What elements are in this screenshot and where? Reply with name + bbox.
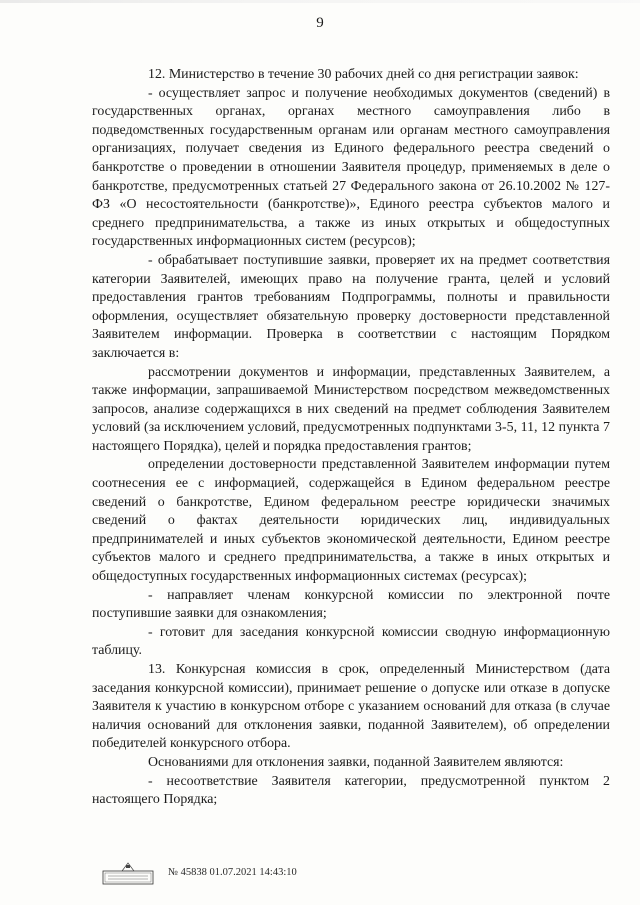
footer bbox=[102, 861, 402, 887]
paragraph-item-12: 12. Министерство в течение 30 рабочих дней со дня регистрации заявок: bbox=[148, 67, 579, 82]
document-number: № 45838 bbox=[168, 867, 207, 878]
document-body bbox=[92, 66, 610, 810]
electronic-document-stamp bbox=[102, 861, 154, 885]
paragraph-process-applications: - обрабатывает поступившие заявки, проверяет их на предмет соответствия категории Заявителей, имеющих право на получение гранта, целей и условий предоставления грантов требованиям Подпрограммы, полноты и правильности оформления, осуществляет обязательную проверку достоверности представленной Заявителем информации. Проверка в соответствии с настоящим Порядком заключается в: bbox=[92, 252, 610, 361]
paragraph-rejection-grounds: Основаниями для отклонения заявки, поданной Заявителем являются: bbox=[148, 754, 564, 770]
scan-edge bbox=[0, 0, 640, 3]
paragraph-prepare-table: - готовит для заседания конкурсной комиссии сводную информационную таблицу. bbox=[92, 624, 610, 659]
paragraph-send-to-commission: - направляет членам конкурсной комиссии по электронной почте поступившие заявки для ознакомления; bbox=[92, 587, 610, 622]
paragraph-verify-information: определении достоверности представленной Заявителем информации путем соотнесения ее с информацией, содержащейся в Едином федеральном реестре сведений о банкротстве, Едином федеральном реестре юридически значимых сведений о фактах деятельности юридических лиц, индивидуальных предпринимателей и иных субъектов экономической деятельности, Едином реестре субъектов малого и среднего предпринимательства, а также в иных открытых и общедоступных государственных информационных системах (ресурсах); bbox=[92, 457, 610, 585]
paragraph-review-documents: рассмотрении документов и информации, представленных Заявителем, а также информации, запрашиваемой Министерством посредством межведомственных запросов, анализе содержащихся в них сведений на предмет соблюдения Заявителем условий (за исключением условий, предусмотренных подпунктами 3-5, 11, 12 пункта 7 настоящего Порядка), целей и порядка предоставления грантов; bbox=[92, 364, 610, 454]
page-number: 9 bbox=[316, 15, 324, 31]
document-timestamp: 01.07.2021 14:43:10 bbox=[209, 867, 297, 878]
paragraph-request-documents: - осуществляет запрос и получение необходимых документов (сведений) в государственных органах, органах местного самоуправления либо в подведомственных государственным органам или органам местного самоуправления организациях, получает сведения из Единого федерального реестра сведений о банкротстве о проведении в отношении Заявителя процедур, применяемых в деле о банкротстве, предусмотренных статьей 27 Федерального закона от 26.10.2002 № 127-ФЗ «О несостоятельности (банкротстве)», Единого реестра субъектов малого и среднего предпринимательства, а также из иных открытых и общедоступных государственных информационных систем (ресурсов); bbox=[92, 85, 610, 250]
document-registration bbox=[168, 867, 297, 878]
paragraph-item-13: 13. Конкурсная комиссия в срок, определенный Министерством (дата заседания конкурсной комиссии), принимает решение о допуске или отказе в допуске Заявителя к участию в конкурсном отборе с указанием оснований для отказа (в случае наличия оснований для отклонения заявки, поданной Заявителем), об определении победителей конкурсного отбора. bbox=[92, 662, 610, 752]
paragraph-category-mismatch: - несоответствие Заявителя категории, предусмотренной пунктом 2 настоящего Порядка; bbox=[92, 773, 610, 808]
